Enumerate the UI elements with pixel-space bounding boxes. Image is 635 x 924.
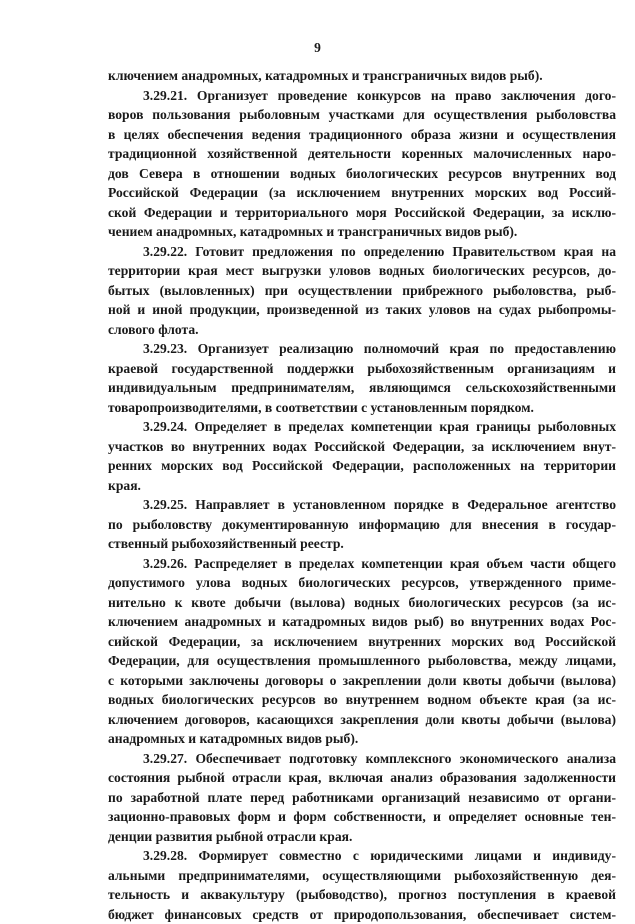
page-number: 9 <box>0 40 635 56</box>
text-line: по заработной плате перед работниками организаций независимо от органи- <box>108 788 616 808</box>
text-line: 3.29.23. Организует реализацию полномочий края по предоставлению <box>108 339 616 359</box>
text-line: участков во внутренних водах Российской Федерации, за исключением внут- <box>108 437 616 457</box>
text-line: ной и иной продукции, произведенной из таких уловов на судах рыбопромы- <box>108 300 616 320</box>
text-line: ской Федерации и территориального моря Российской Федерации, за исклю- <box>108 203 616 223</box>
text-line: 3.29.21. Организует проведение конкурсов на право заключения дого- <box>108 86 616 106</box>
text-line: 3.29.28. Формирует совместно с юридическими лицами и индивиду- <box>108 846 616 866</box>
text-line: допустимого улова водных биологических ресурсов, утвержденного приме- <box>108 573 616 593</box>
text-line: ренних морских вод Российской Федерации, расположенных на территории <box>108 456 616 476</box>
text-line: слового флота. <box>108 320 616 340</box>
text-line: края. <box>108 476 616 496</box>
text-line: ключением анадромных, катадромных и трансграничных видов рыб). <box>108 66 616 86</box>
text-line: альными предпринимателями, осуществляющими рыбохозяйственную дея- <box>108 866 616 886</box>
text-line: ключением анадромных и катадромных видов рыб) во внутренних водах Рос- <box>108 612 616 632</box>
text-line: 3.29.25. Направляет в установленном порядке в Федеральное агентство <box>108 495 616 515</box>
text-line: тельность и аквакультуру (рыбоводство), прогноз поступления в краевой <box>108 885 616 905</box>
text-line: 3.29.26. Распределяет в пределах компетенции края объем части общего <box>108 554 616 574</box>
text-line: Федерации, для осуществления промышленного рыболовства, между лицами, <box>108 651 616 671</box>
text-line: 3.29.27. Обеспечивает подготовку комплексного экономического анализа <box>108 749 616 769</box>
text-line: бытых (выловленных) при осуществлении прибрежного рыболовства, рыб- <box>108 281 616 301</box>
text-line: Российской Федерации (за исключением внутренних морских вод Россий- <box>108 183 616 203</box>
text-line: чением анадромных, катадромных и трансграничных видов рыб). <box>108 222 616 242</box>
text-line: анадромных и катадромных видов рыб). <box>108 729 616 749</box>
text-line: зационно-правовых форм и форм собственности, и определяет основные тен- <box>108 807 616 827</box>
text-line: состояния рыбной отрасли края, включая анализ образования задолженности <box>108 768 616 788</box>
text-line: индивидуальным предпринимателям, являющимся сельскохозяйственными <box>108 378 616 398</box>
text-line: 3.29.24. Определяет в пределах компетенции края границы рыболовных <box>108 417 616 437</box>
text-line: воров пользования рыболовным участками для осуществления рыболовства <box>108 105 616 125</box>
document-body <box>108 66 616 924</box>
text-line: в целях обеспечения ведения традиционного образа жизни и осуществления <box>108 125 616 145</box>
text-line: ственный рыбохозяйственный реестр. <box>108 534 616 554</box>
text-line: денции развития рыбной отрасли края. <box>108 827 616 847</box>
text-line: по рыболовству документированную информацию для внесения в государ- <box>108 515 616 535</box>
text-line: 3.29.22. Готовит предложения по определению Правительством края на <box>108 242 616 262</box>
text-line: ключением договоров, касающихся закрепления доли квоты добычи (вылова) <box>108 710 616 730</box>
text-line: сийской Федерации, за исключением внутренних морских вод Российской <box>108 632 616 652</box>
text-line: территории края мест выгрузки уловов водных биологических ресурсов, до- <box>108 261 616 281</box>
text-line: дов Севера в отношении водных биологических ресурсов внутренних вод <box>108 164 616 184</box>
text-line: традиционной хозяйственной деятельности коренных малочисленных наро- <box>108 144 616 164</box>
text-line: краевой государственной поддержки рыбохозяйственным организациям и <box>108 359 616 379</box>
text-line: бюджет финансовых средств от природопользования, обеспечивает систем- <box>108 905 616 924</box>
text-line: нительно к квоте добычи (вылова) водных биологических ресурсов (за ис- <box>108 593 616 613</box>
text-line: товаропроизводителями, в соответствии с установленным порядком. <box>108 398 616 418</box>
text-line: водных биологических ресурсов во внутреннем водном объекте края (за ис- <box>108 690 616 710</box>
text-line: с которыми заключены договоры о закреплении доли квоты добычи (вылова) <box>108 671 616 691</box>
